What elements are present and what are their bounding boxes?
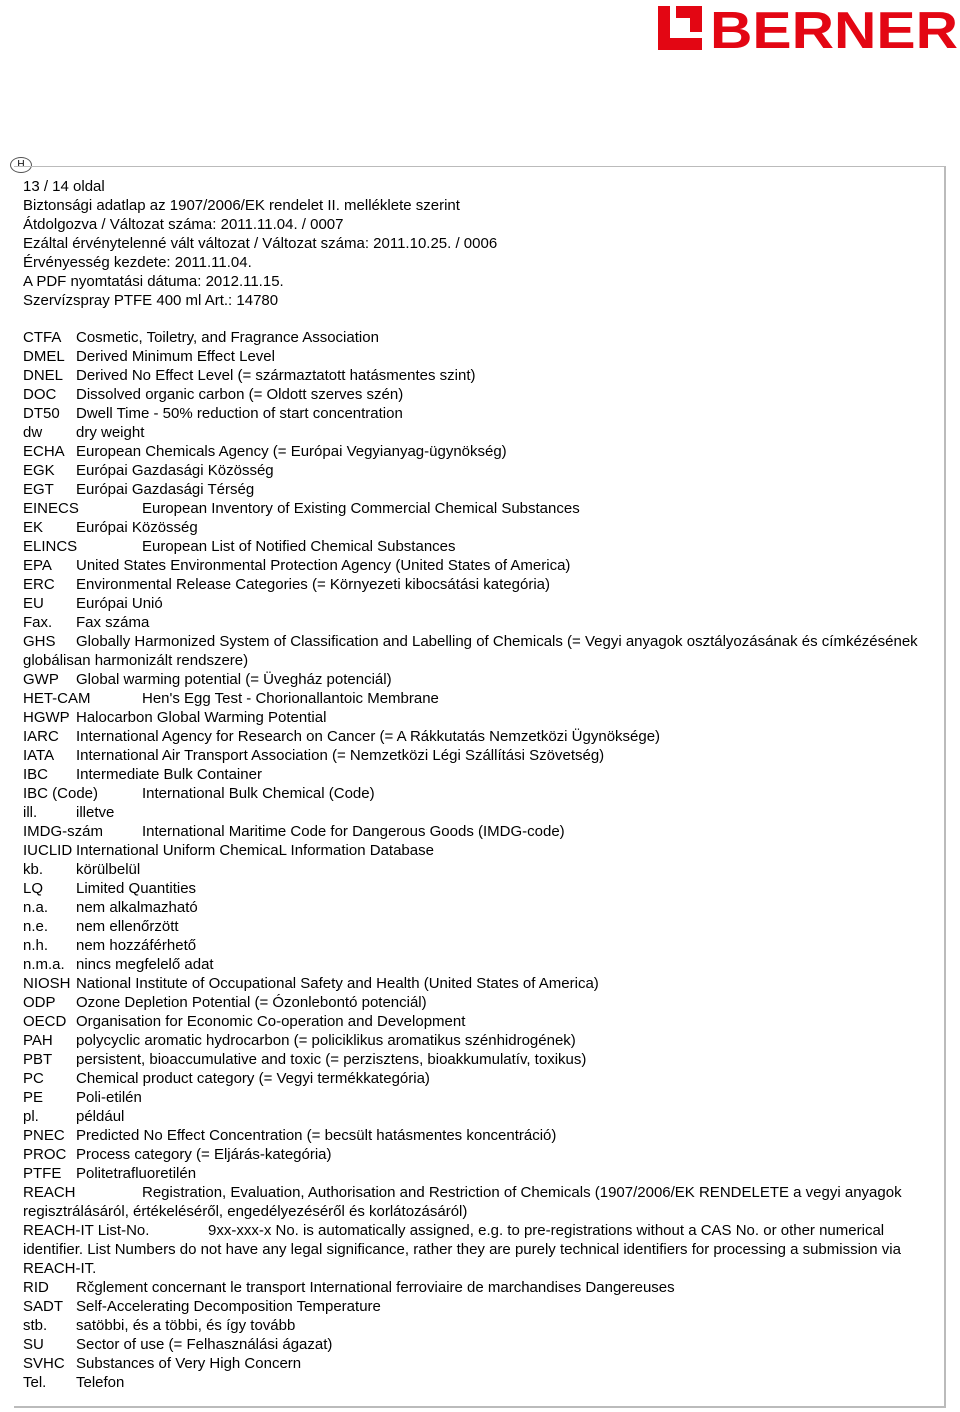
abbreviation-term: n.e. bbox=[23, 918, 49, 935]
abbreviation-definition: International Maritime Code for Dangerous Goods (IMDG-code) bbox=[142, 823, 565, 840]
abbreviation-definition: Európai Közösség bbox=[76, 519, 198, 536]
berner-logo bbox=[656, 4, 960, 52]
abbreviation-definition: Hen's Egg Test - Chorionallantoic Membrane bbox=[142, 690, 439, 707]
abbreviation-row bbox=[23, 594, 923, 613]
logo-wordmark: BERNER bbox=[710, 4, 958, 52]
abbreviation-definition: Globally Harmonized System of Classification and Labelling of Chemicals (= Vegyi anyagok osztályozásának és címkézésének globálisan harmonizált rendszere) bbox=[23, 633, 918, 669]
abbreviation-definition: Predicted No Effect Concentration (= becsült hatásmentes koncentráció) bbox=[76, 1127, 557, 1144]
abbreviation-row bbox=[23, 689, 923, 708]
abbreviation-row bbox=[23, 917, 923, 936]
abbreviation-definition: Európai Gazdasági Térség bbox=[76, 481, 255, 498]
abbreviation-term: Fax. bbox=[23, 614, 53, 631]
abbreviation-row bbox=[23, 1373, 923, 1392]
valid-from: Érvényesség kezdete: 2011.11.04. bbox=[23, 254, 252, 271]
abbreviation-definition: Chemical product category (= Vegyi termékkategória) bbox=[76, 1070, 430, 1087]
abbreviation-definition: Ozone Depletion Potential (= Ózonlebontó potenciál) bbox=[76, 994, 427, 1011]
abbreviation-term: pl. bbox=[23, 1108, 39, 1125]
abbreviation-row bbox=[23, 1012, 923, 1031]
document-header bbox=[23, 177, 497, 310]
abbreviation-term: EGK bbox=[23, 462, 55, 479]
abbreviation-row bbox=[23, 1031, 923, 1050]
abbreviation-definition: Európai Unió bbox=[76, 595, 163, 612]
abbreviation-row bbox=[23, 879, 923, 898]
abbreviation-row bbox=[23, 803, 923, 822]
abbreviation-term: IBC bbox=[23, 766, 49, 783]
abbreviation-row bbox=[23, 765, 923, 784]
abbreviation-term: REACH bbox=[23, 1184, 76, 1201]
abbreviation-definition: Derived Minimum Effect Level bbox=[76, 348, 275, 365]
abbreviation-definition: Dwell Time - 50% reduction of start concentration bbox=[76, 405, 403, 422]
abbreviation-definition: Substances of Very High Concern bbox=[76, 1355, 302, 1372]
abbreviation-row bbox=[23, 822, 923, 841]
abbreviation-definition: International Agency for Research on Cancer (= A Rákkutatás Nemzetközi Ügynöksége) bbox=[76, 728, 661, 745]
abbreviation-definition: Global warming potential (= Üvegház potenciál) bbox=[76, 671, 392, 688]
abbreviation-term: n.a. bbox=[23, 899, 49, 916]
abbreviation-row bbox=[23, 784, 923, 803]
abbreviation-definition: Derived No Effect Level (= származtatott hatásmentes szint) bbox=[76, 367, 476, 384]
abbreviation-row bbox=[23, 1221, 923, 1278]
abbreviation-definition: Európai Gazdasági Közösség bbox=[76, 462, 274, 479]
abbreviation-row bbox=[23, 1278, 923, 1297]
abbreviation-term: PAH bbox=[23, 1032, 53, 1049]
abbreviation-definition: Halocarbon Global Warming Potential bbox=[76, 709, 327, 726]
abbreviation-term: RID bbox=[23, 1279, 49, 1296]
abbreviation-definition: Self-Accelerating Decomposition Temperature bbox=[76, 1298, 381, 1315]
abbreviation-row bbox=[23, 670, 923, 689]
abbreviation-term: CTFA bbox=[23, 329, 62, 346]
abbreviation-row bbox=[23, 708, 923, 727]
language-badge: H bbox=[10, 157, 32, 173]
abbreviation-row bbox=[23, 1107, 923, 1126]
abbreviation-row bbox=[23, 328, 923, 347]
abbreviation-term: HGWP bbox=[23, 709, 70, 726]
abbreviation-term: DMEL bbox=[23, 348, 65, 365]
abbreviation-row bbox=[23, 1297, 923, 1316]
abbreviation-row bbox=[23, 746, 923, 765]
abbreviation-term: PTFE bbox=[23, 1165, 62, 1182]
abbreviation-definition: European List of Notified Chemical Substances bbox=[142, 538, 456, 555]
abbreviation-definition: illetve bbox=[76, 804, 115, 821]
abbreviation-term: DOC bbox=[23, 386, 57, 403]
abbreviation-row bbox=[23, 1354, 923, 1373]
abbreviation-term: ERC bbox=[23, 576, 55, 593]
abbreviation-term: EPA bbox=[23, 557, 52, 574]
abbreviation-term: ELINCS bbox=[23, 538, 78, 555]
abbreviation-row bbox=[23, 1316, 923, 1335]
abbreviation-definition: Environmental Release Categories (= Környezeti kibocsátási kategória) bbox=[76, 576, 550, 593]
product-name: Szervízspray PTFE 400 ml Art.: 14780 bbox=[23, 292, 279, 309]
abbreviation-definition: nem alkalmazható bbox=[76, 899, 198, 916]
abbreviation-term: n.h. bbox=[23, 937, 49, 954]
abbreviation-definition: Organisation for Economic Co-operation and Development bbox=[76, 1013, 466, 1030]
abbreviation-row bbox=[23, 442, 923, 461]
abbreviation-definition: Politetrafluoretilén bbox=[76, 1165, 197, 1182]
abbreviation-definition: European Inventory of Existing Commercial Chemical Substances bbox=[142, 500, 580, 517]
abbreviation-definition: Poli-etilén bbox=[76, 1089, 142, 1106]
abbreviation-definition: Process category (= Eljárás-kategória) bbox=[76, 1146, 332, 1163]
abbreviation-term: IARC bbox=[23, 728, 59, 745]
abbreviation-term: REACH-IT List-No. bbox=[23, 1222, 150, 1239]
document-title: Biztonsági adatlap az 1907/2006/EK rendelet II. melléklete szerint bbox=[23, 197, 460, 214]
abbreviation-row bbox=[23, 461, 923, 480]
abbreviation-row bbox=[23, 423, 923, 442]
abbreviation-definition: Rčglement concernant le transport International ferroviaire de marchandises Dangereuses bbox=[76, 1279, 675, 1296]
abbreviation-term: ECHA bbox=[23, 443, 65, 460]
abbreviation-definition: National Institute of Occupational Safety and Health (United States of America) bbox=[76, 975, 599, 992]
abbreviation-term: NIOSH bbox=[23, 975, 71, 992]
abbreviation-row bbox=[23, 575, 923, 594]
abbreviation-term: SVHC bbox=[23, 1355, 65, 1372]
abbreviation-row bbox=[23, 632, 923, 670]
abbreviation-list bbox=[23, 328, 923, 1392]
abbreviation-term: GWP bbox=[23, 671, 59, 688]
abbreviation-row bbox=[23, 404, 923, 423]
abbreviation-row bbox=[23, 1335, 923, 1354]
abbreviation-term: LQ bbox=[23, 880, 44, 897]
abbreviation-definition: Fax száma bbox=[76, 614, 150, 631]
abbreviation-row bbox=[23, 936, 923, 955]
abbreviation-definition: Telefon bbox=[76, 1374, 125, 1391]
abbreviation-row bbox=[23, 1069, 923, 1088]
abbreviation-term: ill. bbox=[23, 804, 38, 821]
abbreviation-row bbox=[23, 366, 923, 385]
abbreviation-definition: United States Environmental Protection Agency (United States of America) bbox=[76, 557, 571, 574]
abbreviation-row bbox=[23, 1088, 923, 1107]
abbreviation-row bbox=[23, 518, 923, 537]
abbreviation-term: SADT bbox=[23, 1298, 64, 1315]
abbreviation-row bbox=[23, 1126, 923, 1145]
abbreviation-definition: International Bulk Chemical (Code) bbox=[142, 785, 375, 802]
abbreviation-row bbox=[23, 898, 923, 917]
abbreviation-definition: Cosmetic, Toiletry, and Fragrance Association bbox=[76, 329, 379, 346]
abbreviation-row bbox=[23, 841, 923, 860]
abbreviation-definition: Sector of use (= Felhasználási ágazat) bbox=[76, 1336, 333, 1353]
abbreviation-row bbox=[23, 1183, 923, 1221]
abbreviation-definition: International Uniform ChemicaL Information Database bbox=[76, 842, 434, 859]
abbreviation-term: EINECS bbox=[23, 500, 79, 517]
abbreviation-definition: persistent, bioaccumulative and toxic (= perzisztens, bioakkumulatív, toxikus) bbox=[76, 1051, 587, 1068]
abbreviation-row bbox=[23, 385, 923, 404]
abbreviation-row bbox=[23, 993, 923, 1012]
abbreviation-definition: Limited Quantities bbox=[76, 880, 197, 897]
abbreviation-term: PC bbox=[23, 1070, 44, 1087]
abbreviation-term: IATA bbox=[23, 747, 55, 764]
abbreviation-term: EGT bbox=[23, 481, 54, 498]
abbreviation-row bbox=[23, 1050, 923, 1069]
abbreviation-row bbox=[23, 537, 923, 556]
abbreviation-term: ODP bbox=[23, 994, 56, 1011]
abbreviation-term: stb. bbox=[23, 1317, 48, 1334]
abbreviation-definition: nincs megfelelő adat bbox=[76, 956, 214, 973]
pdf-print-date: A PDF nyomtatási dátuma: 2012.11.15. bbox=[23, 273, 284, 290]
abbreviation-term: IUCLID bbox=[23, 842, 73, 859]
abbreviation-term: GHS bbox=[23, 633, 56, 650]
abbreviation-row bbox=[23, 499, 923, 518]
abbreviation-term: dw bbox=[23, 424, 43, 441]
abbreviation-definition: 9xx-xxx-x No. is automatically assigned, e.g. to pre-registrations without a CAS No. or other numerical identifier. List Numbers do not have any legal significance, rather they are purely technical identifiers for processing a submission via REACH-IT. bbox=[23, 1222, 901, 1277]
abbreviation-row bbox=[23, 480, 923, 499]
abbreviation-term: PBT bbox=[23, 1051, 53, 1068]
abbreviation-row bbox=[23, 613, 923, 632]
abbreviation-definition: Intermediate Bulk Container bbox=[76, 766, 262, 783]
superseded-info: Ezáltal érvénytelenné vált változat / Változat száma: 2011.10.25. / 0006 bbox=[23, 235, 498, 252]
abbreviation-row bbox=[23, 347, 923, 366]
abbreviation-term: DT50 bbox=[23, 405, 60, 422]
abbreviation-definition: satöbbi, és a többi, és így tovább bbox=[76, 1317, 296, 1334]
abbreviation-definition: polycyclic aromatic hydrocarbon (= policiklikus aromatikus szénhidrogének) bbox=[76, 1032, 576, 1049]
abbreviation-definition: Dissolved organic carbon (= Oldott szerves szén) bbox=[76, 386, 404, 403]
abbreviation-term: EK bbox=[23, 519, 44, 536]
page-number: 13 / 14 oldal bbox=[23, 178, 105, 195]
abbreviation-term: HET-CAM bbox=[23, 690, 91, 707]
abbreviation-term: SU bbox=[23, 1336, 44, 1353]
abbreviation-term: IBC (Code) bbox=[23, 785, 99, 802]
abbreviation-term: OECD bbox=[23, 1013, 67, 1030]
abbreviation-term: PE bbox=[23, 1089, 44, 1106]
abbreviation-definition: például bbox=[76, 1108, 125, 1125]
abbreviation-term: IMDG-szám bbox=[23, 823, 103, 840]
abbreviation-term: DNEL bbox=[23, 367, 64, 384]
abbreviation-definition: nem ellenőrzött bbox=[76, 918, 179, 935]
abbreviation-row bbox=[23, 1164, 923, 1183]
abbreviation-definition: European Chemicals Agency (= Európai Vegyianyag-ügynökség) bbox=[76, 443, 507, 460]
abbreviation-definition: dry weight bbox=[76, 424, 145, 441]
abbreviation-term: PROC bbox=[23, 1146, 67, 1163]
abbreviation-row bbox=[23, 974, 923, 993]
abbreviation-definition: nem hozzáférhető bbox=[76, 937, 197, 954]
abbreviation-row bbox=[23, 556, 923, 575]
abbreviation-row bbox=[23, 1145, 923, 1164]
abbreviation-term: n.m.a. bbox=[23, 956, 65, 973]
abbreviation-row bbox=[23, 955, 923, 974]
revision-info: Átdolgozva / Változat száma: 2011.11.04. / 0007 bbox=[23, 216, 344, 233]
abbreviation-term: kb. bbox=[23, 861, 44, 878]
abbreviation-term: EU bbox=[23, 595, 44, 612]
abbreviation-definition: International Air Transport Association (= Nemzetközi Légi Szállítási Szövetség) bbox=[76, 747, 605, 764]
abbreviation-term: PNEC bbox=[23, 1127, 65, 1144]
abbreviation-row bbox=[23, 860, 923, 879]
abbreviation-definition: körülbelül bbox=[76, 861, 141, 878]
abbreviation-term: Tel. bbox=[23, 1374, 47, 1391]
abbreviation-definition: Registration, Evaluation, Authorisation and Restriction of Chemicals (1907/2006/EK RENDELETE a vegyi anyagok regisztrálásáról, értékeléséről, engedélyezéséről és korlátozásáról) bbox=[23, 1184, 902, 1220]
abbreviation-row bbox=[23, 727, 923, 746]
